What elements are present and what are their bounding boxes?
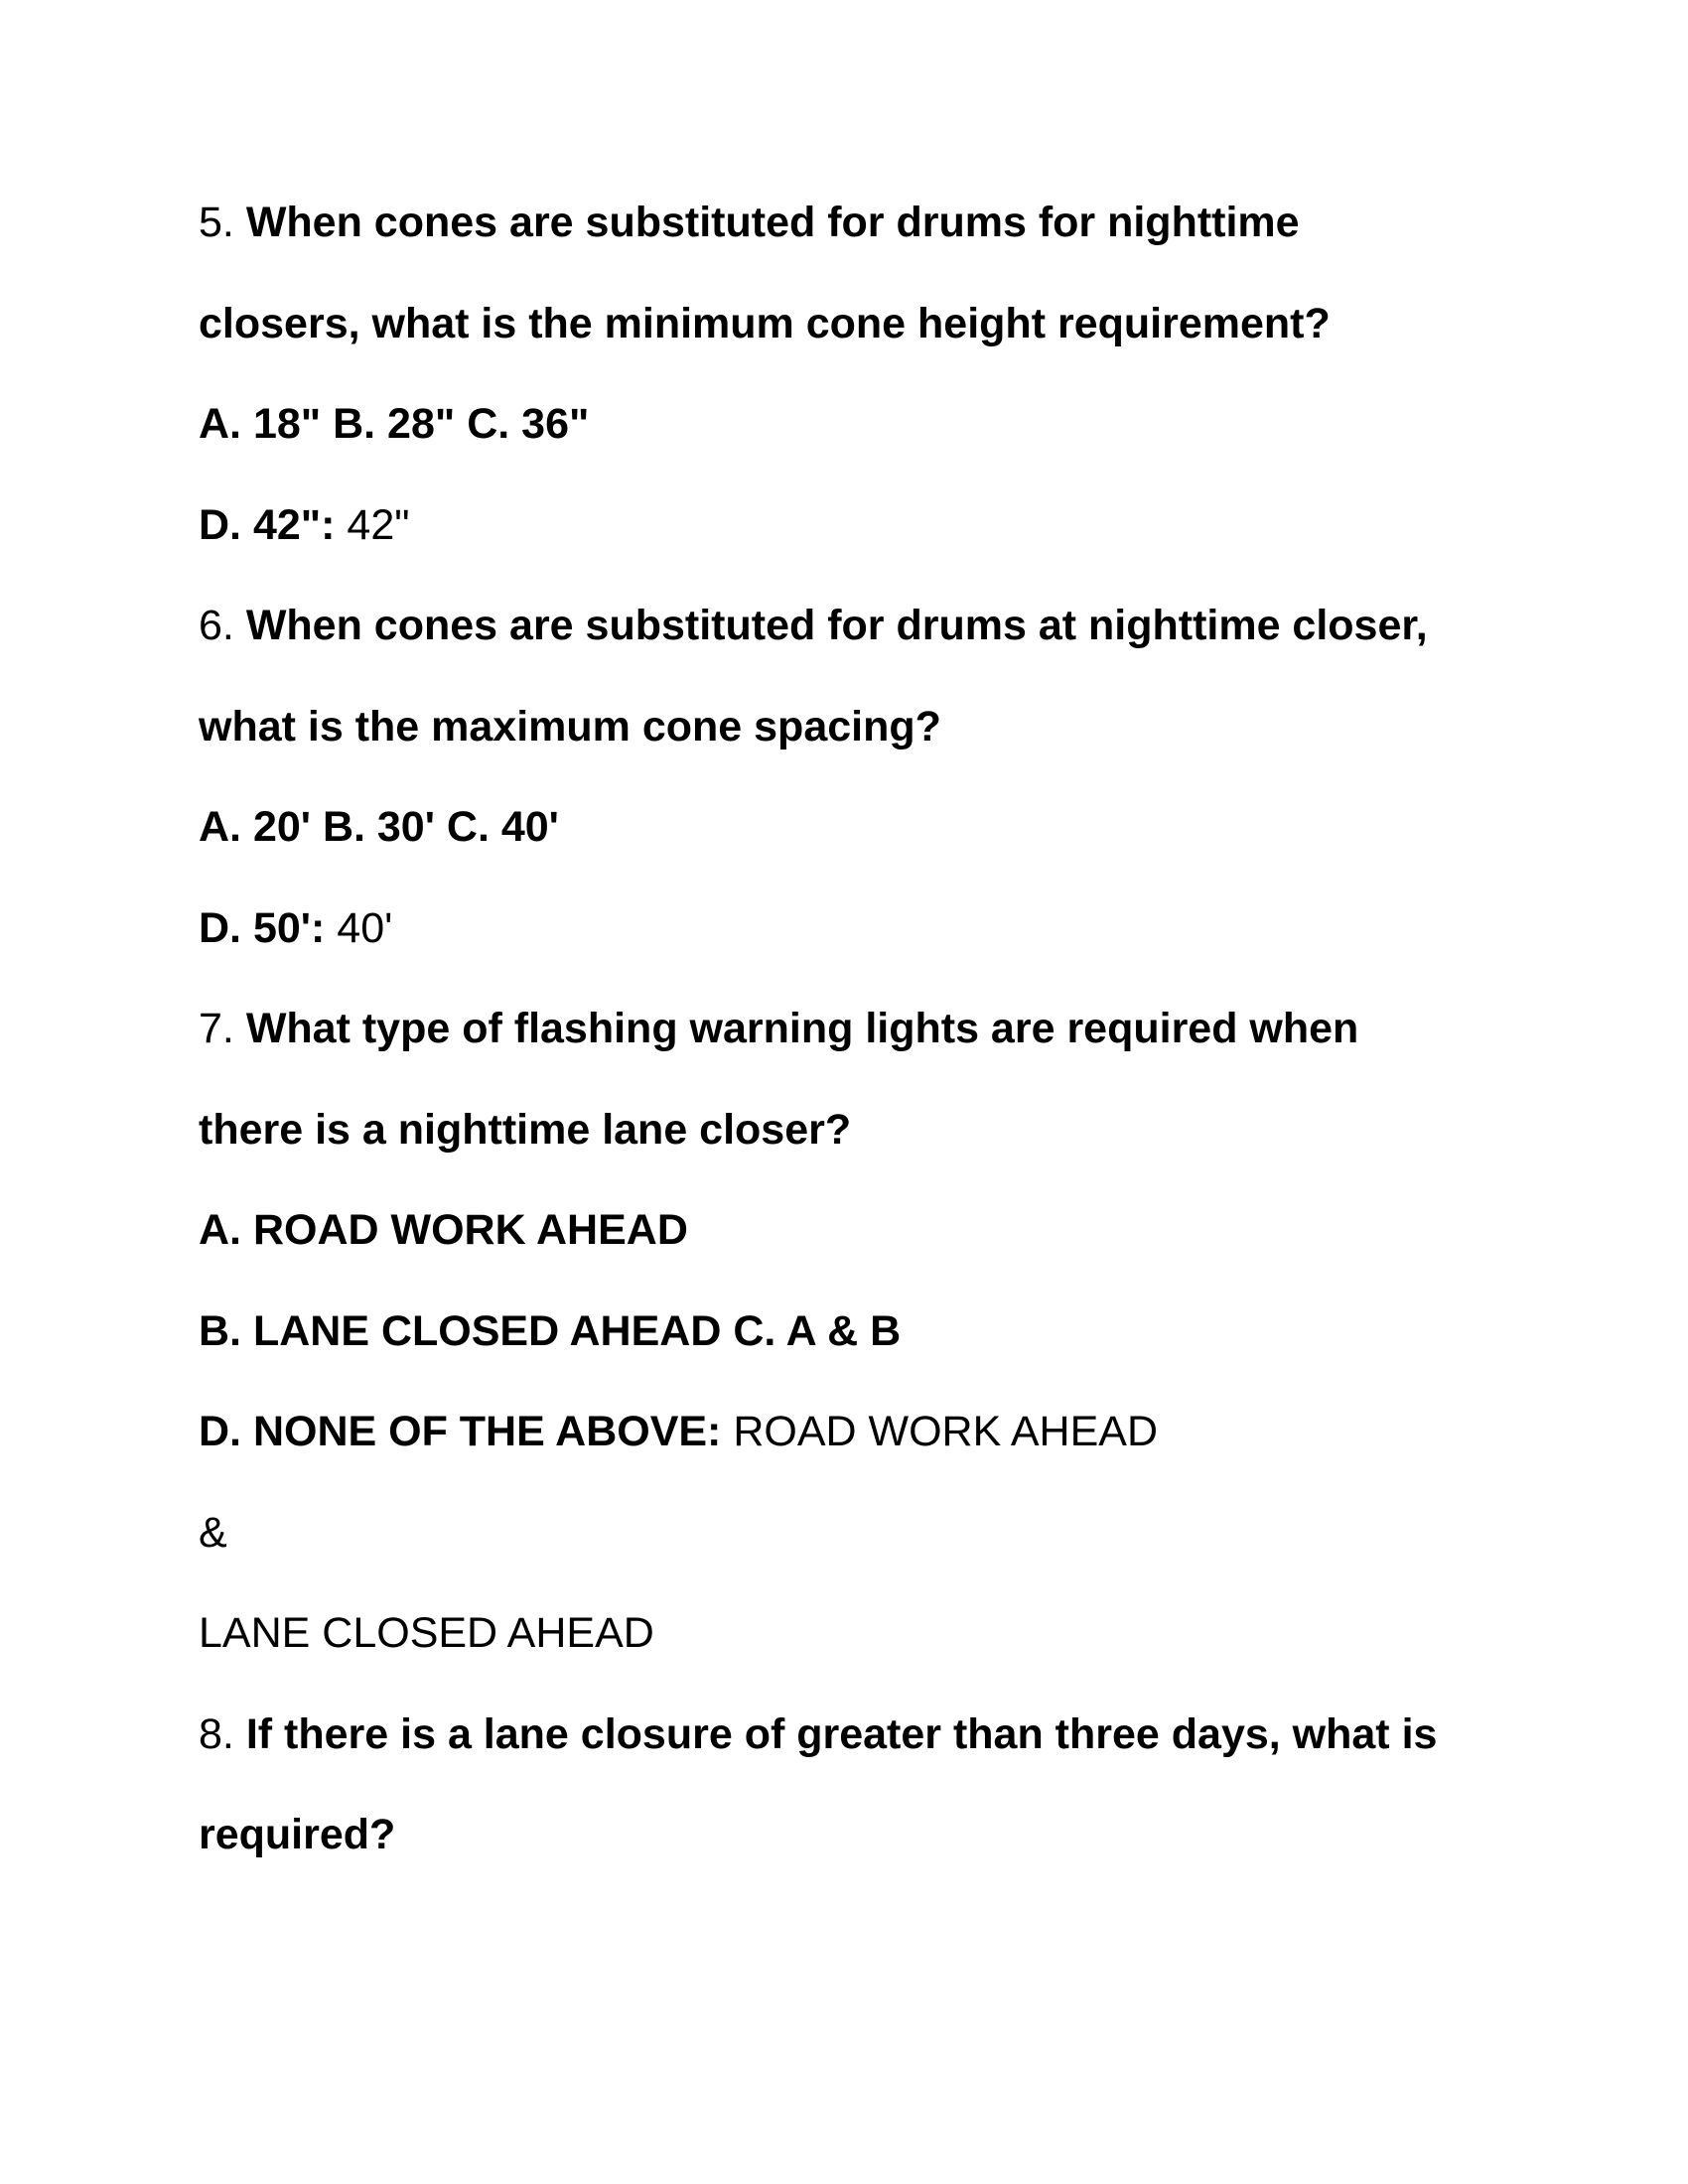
answer-option-label: D. 42": [199,500,336,549]
question-6-answer [199,888,1529,990]
question-7-answer [199,1392,1529,1493]
answer-option-label: D. NONE OF THE ABOVE: [199,1408,722,1455]
question-number: 5. [199,199,234,246]
answer-text: 42" [335,500,410,549]
question-text: what is the maximum cone spacing? [199,702,941,751]
question-text: What type of flashing warning lights are required when [233,1005,1359,1052]
question-text: required? [199,1811,396,1858]
question-6-line-1 [199,586,1529,687]
question-8-line-1 [199,1695,1529,1796]
question-5-answer [199,485,1529,587]
question-number: 7. [199,1005,234,1052]
document-body [199,183,1529,1896]
answer-options: B. LANE CLOSED AHEAD C. A & B [199,1306,902,1355]
answer-text: LANE CLOSED AHEAD [199,1609,654,1657]
question-6-options [199,787,1529,888]
question-7-line-1 [199,989,1529,1090]
answer-option-label: D. 50': [199,903,326,952]
answer-text: ROAD WORK AHEAD [721,1408,1158,1455]
question-text: When cones are substituted for drums for nighttime [233,199,1300,246]
answer-text: 40' [325,903,393,952]
question-text: When cones are substituted for drums at nighttime closer, [233,602,1428,649]
question-7-answer-continued [199,1593,1529,1695]
question-text: closers, what is the minimum cone height requirement? [199,299,1331,347]
question-number: 6. [199,602,234,649]
answer-options: A. 18" B. 28" C. 36" [199,400,590,448]
question-5-options [199,384,1529,485]
answer-options: A. 20' B. 30' C. 40' [199,803,559,851]
question-5-line-2 [199,284,1529,385]
question-text: If there is a lane closure of greater than three days, what is [233,1709,1438,1758]
answer-options: A. ROAD WORK AHEAD [199,1206,688,1254]
answer-text: & [199,1508,227,1557]
question-5-line-1 [199,183,1529,284]
question-7-option-a [199,1190,1529,1292]
question-6-line-2 [199,687,1529,788]
question-8-line-2 [199,1795,1529,1896]
question-text: there is a nighttime lane closer? [199,1105,852,1154]
question-7-answer-continued [199,1493,1529,1594]
question-7-options-b-c [199,1292,1529,1393]
question-number: 8. [199,1709,234,1758]
question-7-line-2 [199,1090,1529,1191]
